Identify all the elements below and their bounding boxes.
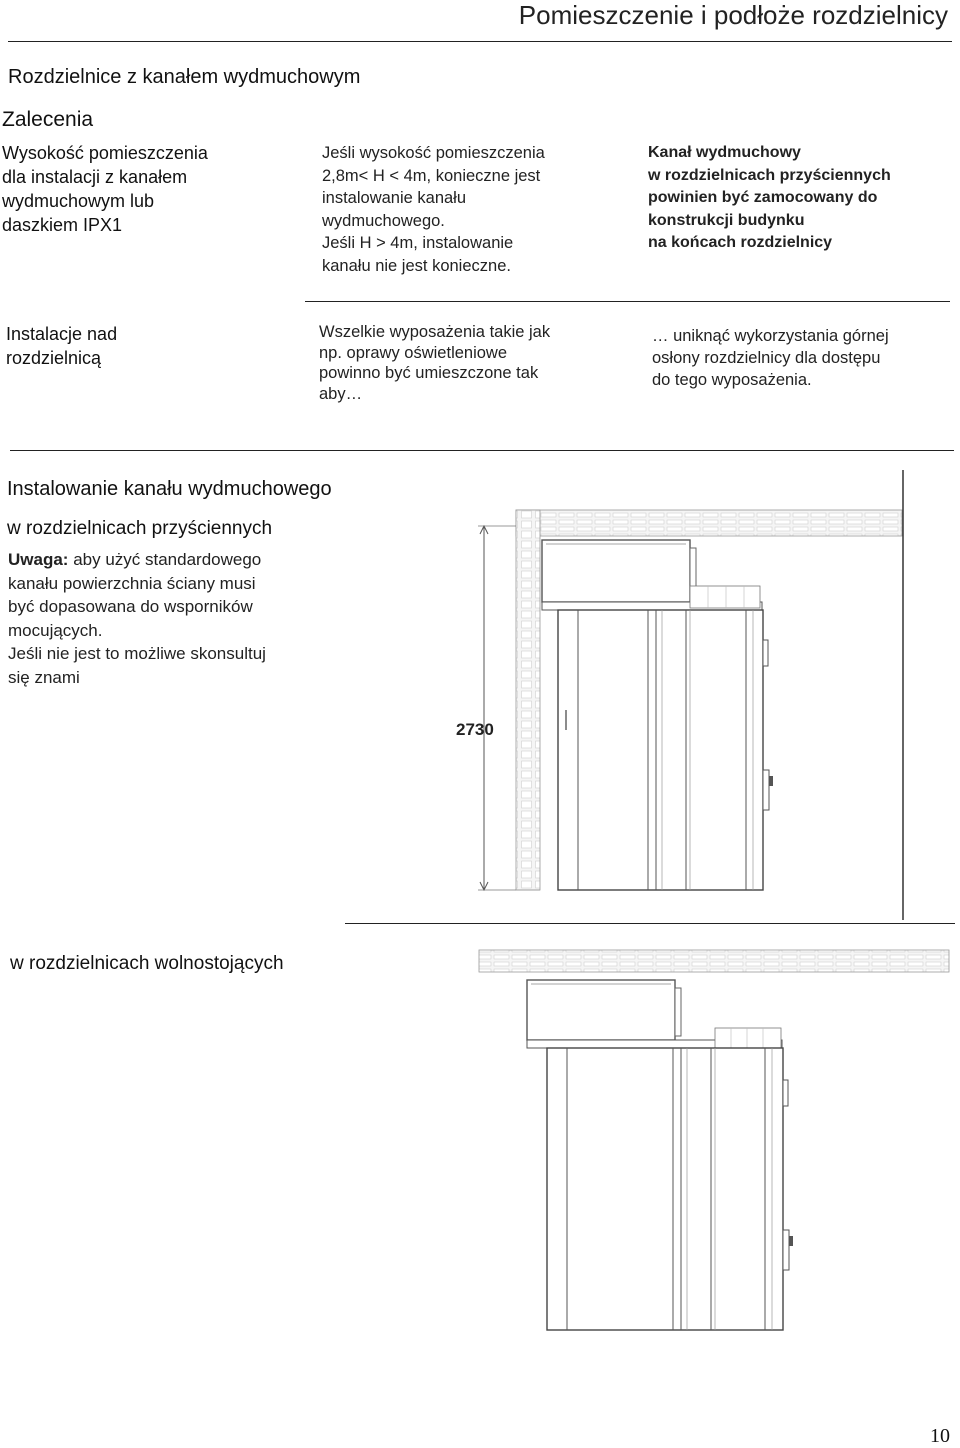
page-header-title: Pomieszczenie i podłoże rozdzielnicy (518, 0, 948, 30)
note-text: aby użyć standardowego kanału powierzchnia ściany musi być dopasowana do wsporników mocujących. Jeśli nie jest to możliwe skonsultuj się znami (8, 550, 266, 687)
section-subtitle: Zalecenia (2, 108, 94, 131)
row1-col2-text: Kanał wydmuchowy w rozdzielnicach przyściennych powinien być zamocowany do konstrukcji budynku na końcach rozdzielnicy (648, 144, 891, 251)
switchboard-cabinet (558, 610, 763, 890)
ceiling-hatch-2 (479, 950, 949, 972)
row2-col1-text: Wszelkie wyposażenia takie jak np. oprawy oświetleniowe powinno być umieszczone tak aby… (319, 323, 551, 403)
exhaust-duct (542, 540, 690, 602)
ceiling-hatch (516, 510, 902, 536)
wall-mounted-note (8, 548, 328, 689)
row1-label: Wysokość pomieszczenia dla instalacji z kanałem wydmuchowym lub daszkiem IPX1 (2, 143, 208, 235)
wall-hatch (516, 510, 540, 890)
free-standing-title: w rozdzielnicach wolnostojących (10, 953, 284, 974)
header-rule (8, 41, 952, 42)
free-standing-drawing (475, 940, 955, 1340)
note-label: Uwaga: (8, 550, 69, 569)
row2-label: Instalacje nad rozdzielnicą (6, 324, 118, 368)
row1-col1-text: Jeśli wysokość pomieszczenia 2,8m< H < 4m, konieczne jest instalowanie kanału wydmuchowego. Jeśli H > 4m, instalowanie kanału nie jest konieczne. (322, 144, 545, 275)
drawing-divider (345, 923, 955, 924)
row-divider (305, 301, 950, 302)
section-title: Rozdzielnice z kanałem wydmuchowym (8, 66, 361, 88)
switchboard-cabinet-2 (547, 1048, 783, 1330)
page-number: 10 (930, 1425, 950, 1447)
dimension-label: 2730 (456, 720, 494, 739)
row2-col2-text: … uniknąć wykorzystania górnej osłony rozdzielnicy dla dostępu do tego wyposażenia. (652, 327, 889, 389)
section-divider (10, 450, 954, 451)
exhaust-duct-2 (527, 980, 675, 1040)
wall-mounted-title: w rozdzielnicach przyściennych (7, 518, 273, 539)
section2-title: Instalowanie kanału wydmuchowego (7, 478, 332, 500)
wall-mounted-drawing (450, 470, 910, 920)
